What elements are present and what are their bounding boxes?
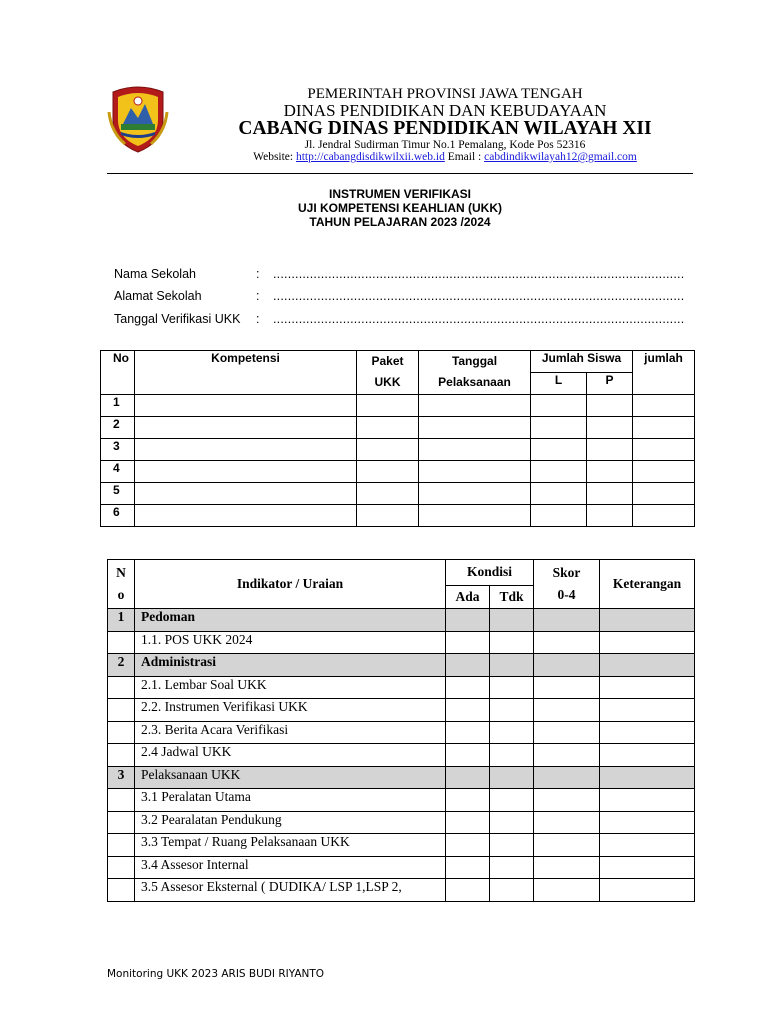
input-cell[interactable] <box>531 461 587 483</box>
table-row <box>101 461 695 483</box>
tdk-cell[interactable] <box>490 699 534 722</box>
indicator-table <box>107 559 695 902</box>
skor-cell[interactable] <box>534 744 600 767</box>
field-label: Alamat Sekolah <box>114 289 202 303</box>
input-cell[interactable] <box>135 417 357 439</box>
row-number <box>108 744 135 767</box>
header-indikator: Indikator / Uraian <box>135 560 446 609</box>
row-number: 1 <box>101 395 135 417</box>
input-cell[interactable] <box>419 461 531 483</box>
header-jumlah-siswa: Jumlah Siswa <box>531 351 633 373</box>
input-cell[interactable] <box>587 395 633 417</box>
input-cell[interactable] <box>357 505 419 527</box>
input-cell[interactable] <box>587 505 633 527</box>
provincial-crest-icon <box>107 84 169 154</box>
letterhead-line-3: CABANG DINAS PENDIDIKAN WILAYAH XII <box>238 118 652 139</box>
field-label: Tanggal Verifikasi UKK <box>114 312 241 326</box>
header-p: P <box>587 373 633 395</box>
skor-cell[interactable] <box>534 609 600 632</box>
keterangan-cell[interactable] <box>600 699 695 722</box>
ada-cell[interactable] <box>446 721 490 744</box>
keterangan-cell[interactable] <box>600 744 695 767</box>
section-row <box>108 654 695 677</box>
table-row <box>108 721 695 744</box>
table-row <box>101 417 695 439</box>
skor-cell[interactable] <box>534 721 600 744</box>
letterhead-line-1: PEMERINTAH PROVINSI JAWA TENGAH <box>307 86 583 102</box>
input-cell[interactable] <box>419 505 531 527</box>
skor-cell[interactable] <box>534 676 600 699</box>
ada-cell[interactable] <box>446 766 490 789</box>
ada-cell[interactable] <box>446 699 490 722</box>
keterangan-cell[interactable] <box>600 789 695 812</box>
ada-cell[interactable] <box>446 856 490 879</box>
tdk-cell[interactable] <box>490 721 534 744</box>
tdk-cell[interactable] <box>490 744 534 767</box>
field-colon: : <box>256 289 260 303</box>
indicator-text: 2.4 Jadwal UKK <box>135 744 446 767</box>
indicator-text: 3.5 Assesor Eksternal ( DUDIKA/ LSP 1,LSP 2, <box>135 879 446 902</box>
table-row <box>101 395 695 417</box>
ada-cell[interactable] <box>446 744 490 767</box>
keterangan-cell[interactable] <box>600 766 695 789</box>
header-kondisi: Kondisi <box>446 560 534 586</box>
ada-cell[interactable] <box>446 631 490 654</box>
skor-cell[interactable] <box>534 766 600 789</box>
keterangan-cell[interactable] <box>600 879 695 902</box>
skor-cell[interactable] <box>534 811 600 834</box>
skor-cell[interactable] <box>534 631 600 654</box>
input-cell[interactable] <box>531 505 587 527</box>
keterangan-cell[interactable] <box>600 676 695 699</box>
field-nama-sekolah[interactable] <box>114 267 685 281</box>
input-cell[interactable] <box>357 439 419 461</box>
indicator-text: 2.1. Lembar Soal UKK <box>135 676 446 699</box>
table-row <box>108 631 695 654</box>
tdk-cell[interactable] <box>490 631 534 654</box>
document-title-2: UJI KOMPETENSI KEAHLIAN (UKK) <box>297 201 502 215</box>
table-row <box>108 811 695 834</box>
input-cell[interactable] <box>419 483 531 505</box>
indicator-text: Administrasi <box>135 654 446 677</box>
header-keterangan: Keterangan <box>600 560 695 609</box>
input-cell[interactable] <box>135 395 357 417</box>
input-cell[interactable] <box>135 439 357 461</box>
field-value[interactable]: ................................................................................................................ <box>273 267 685 281</box>
input-cell[interactable] <box>531 395 587 417</box>
input-cell[interactable] <box>419 439 531 461</box>
table-row <box>108 856 695 879</box>
indicator-text: 3.3 Tempat / Ruang Pelaksanaan UKK <box>135 834 446 857</box>
skor-cell[interactable] <box>534 834 600 857</box>
document-title-1: INSTRUMEN VERIFIKASI <box>328 187 471 201</box>
email-link[interactable]: cabdindikwilayah12@gmail.com <box>484 151 637 163</box>
row-number <box>108 631 135 654</box>
input-cell[interactable] <box>531 417 587 439</box>
input-cell[interactable] <box>633 461 695 483</box>
table-row <box>108 789 695 812</box>
header-jumlah: jumlah <box>633 351 695 395</box>
tdk-cell[interactable] <box>490 879 534 902</box>
row-number <box>108 879 135 902</box>
row-number: 2 <box>108 654 135 677</box>
input-cell[interactable] <box>419 395 531 417</box>
tdk-cell[interactable] <box>490 789 534 812</box>
row-number: 6 <box>101 505 135 527</box>
page-footer: Monitoring UKK 2023 ARIS BUDI RIYANTO <box>107 968 325 980</box>
input-cell[interactable] <box>587 461 633 483</box>
document-title-3: TAHUN PELAJARAN 2023 /2024 <box>309 215 491 229</box>
letterhead-contact <box>200 151 690 163</box>
tdk-cell[interactable] <box>490 654 534 677</box>
indicator-text: 3.2 Pearalatan Pendukung <box>135 811 446 834</box>
header-ada: Ada <box>446 585 490 608</box>
tdk-cell[interactable] <box>490 766 534 789</box>
row-number <box>108 856 135 879</box>
keterangan-cell[interactable] <box>600 721 695 744</box>
indicator-text: 2.3. Berita Acara Verifikasi <box>135 721 446 744</box>
ada-cell[interactable] <box>446 676 490 699</box>
header-no: N o <box>108 560 135 609</box>
row-number: 2 <box>101 417 135 439</box>
skor-cell[interactable] <box>534 879 600 902</box>
ada-cell[interactable] <box>446 834 490 857</box>
input-cell[interactable] <box>633 505 695 527</box>
ada-cell[interactable] <box>446 654 490 677</box>
input-cell[interactable] <box>135 505 357 527</box>
field-colon: : <box>256 312 260 326</box>
header-kompetensi: Kompetensi <box>135 351 357 395</box>
input-cell[interactable] <box>357 417 419 439</box>
skor-cell[interactable] <box>534 654 600 677</box>
header-no: No <box>101 351 135 395</box>
row-number <box>108 676 135 699</box>
input-cell[interactable] <box>633 417 695 439</box>
input-cell[interactable] <box>357 461 419 483</box>
skor-cell[interactable] <box>534 699 600 722</box>
indicator-text: 1.1. POS UKK 2024 <box>135 631 446 654</box>
input-cell[interactable] <box>587 483 633 505</box>
field-colon: : <box>256 267 260 281</box>
indicator-text: Pedoman <box>135 609 446 632</box>
website-link[interactable]: http://cabangdisdikwilxii.web.id <box>295 151 445 163</box>
input-cell[interactable] <box>633 395 695 417</box>
row-number: 4 <box>101 461 135 483</box>
row-number <box>108 721 135 744</box>
email-label: Email : <box>444 151 485 163</box>
tdk-cell[interactable] <box>490 609 534 632</box>
letterhead-divider <box>107 173 693 174</box>
indicator-text: Pelaksanaan UKK <box>135 766 446 789</box>
keterangan-cell[interactable] <box>600 654 695 677</box>
row-number: 5 <box>101 483 135 505</box>
input-cell[interactable] <box>419 417 531 439</box>
field-tanggal-verifikasi[interactable] <box>114 312 685 326</box>
keterangan-cell[interactable] <box>600 609 695 632</box>
tdk-cell[interactable] <box>490 856 534 879</box>
header-paket: Paket UKK <box>357 351 419 395</box>
row-number: 1 <box>108 609 135 632</box>
table-row <box>101 483 695 505</box>
row-number <box>108 811 135 834</box>
input-cell[interactable] <box>587 439 633 461</box>
row-number <box>108 699 135 722</box>
indicator-text: 2.2. Instrumen Verifikasi UKK <box>135 699 446 722</box>
field-value[interactable]: ................................................................................................................ <box>273 312 685 326</box>
input-cell[interactable] <box>135 461 357 483</box>
letterhead-address: Jl. Jendral Sudirman Timur No.1 Pemalang, Kode Pos 52316 <box>304 139 586 151</box>
keterangan-cell[interactable] <box>600 856 695 879</box>
input-cell[interactable] <box>531 439 587 461</box>
input-cell[interactable] <box>357 483 419 505</box>
row-number <box>108 789 135 812</box>
header-tdk: Tdk <box>490 585 534 608</box>
skor-cell[interactable] <box>534 789 600 812</box>
header-tanggal: Tanggal Pelaksanaan <box>419 351 531 395</box>
input-cell[interactable] <box>531 483 587 505</box>
table-row <box>108 834 695 857</box>
input-cell[interactable] <box>633 439 695 461</box>
table-row <box>108 879 695 902</box>
table-row <box>108 676 695 699</box>
indicator-text: 3.1 Peralatan Utama <box>135 789 446 812</box>
skor-cell[interactable] <box>534 856 600 879</box>
row-number: 3 <box>108 766 135 789</box>
row-number: 3 <box>101 439 135 461</box>
field-alamat-sekolah[interactable] <box>114 289 685 303</box>
input-cell[interactable] <box>357 395 419 417</box>
ada-cell[interactable] <box>446 879 490 902</box>
letterhead-line-2: DINAS PENDIDIKAN DAN KEBUDAYAAN <box>283 101 607 120</box>
input-cell[interactable] <box>633 483 695 505</box>
ada-cell[interactable] <box>446 609 490 632</box>
section-row <box>108 609 695 632</box>
field-label: Nama Sekolah <box>114 267 196 281</box>
keterangan-cell[interactable] <box>600 834 695 857</box>
indicator-text: 3.4 Assesor Internal <box>135 856 446 879</box>
input-cell[interactable] <box>587 417 633 439</box>
table-row <box>101 505 695 527</box>
table-row <box>108 744 695 767</box>
tdk-cell[interactable] <box>490 676 534 699</box>
competency-table <box>100 350 695 527</box>
input-cell[interactable] <box>135 483 357 505</box>
header-skor: Skor 0-4 <box>534 560 600 609</box>
section-row <box>108 766 695 789</box>
keterangan-cell[interactable] <box>600 811 695 834</box>
table-row <box>101 439 695 461</box>
field-value[interactable]: ................................................................................................................ <box>273 289 685 303</box>
website-label: Website: <box>253 151 296 163</box>
row-number <box>108 834 135 857</box>
tdk-cell[interactable] <box>490 834 534 857</box>
ada-cell[interactable] <box>446 811 490 834</box>
tdk-cell[interactable] <box>490 811 534 834</box>
header-l: L <box>531 373 587 395</box>
ada-cell[interactable] <box>446 789 490 812</box>
keterangan-cell[interactable] <box>600 631 695 654</box>
table-row <box>108 699 695 722</box>
